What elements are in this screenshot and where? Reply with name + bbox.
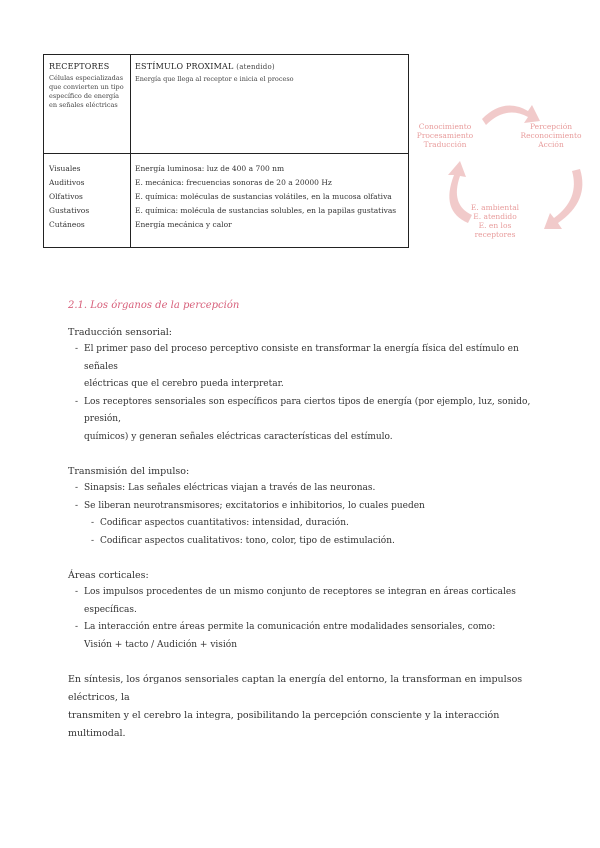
list-item-continuation: Visión + tacto / Audición + visión (84, 639, 238, 650)
table-column-divider (130, 55, 131, 247)
table-header-stimulus (135, 61, 405, 84)
list-item: - La interacción entre áreas permite la comunicación entre modalidades sensoriales, como: (75, 622, 496, 632)
summary-paragraph: En síntesis, los órganos sensoriales captan la energía del entorno, la transforman en impulsos eléctricos, la transmiten y el cerebro la integra, posibilitando la percepción consciente y la interacción multimodal. (68, 674, 523, 739)
table-row: Energía mecánica y calor (135, 220, 232, 229)
table-header-receptors (49, 61, 127, 110)
stimulus-list (135, 162, 407, 232)
cycle-label-bottom: E. ambiental E. atendido E. en los receptores (470, 203, 520, 239)
table-row: Visuales (49, 164, 81, 173)
arrow-right-icon (544, 169, 582, 229)
table-row: Energía luminosa: luz de 400 a 700 nm (135, 164, 285, 173)
sub-list-item: - Codificar aspectos cuantitativos: intensidad, duración. (91, 518, 349, 528)
table-row: Olfativos (49, 192, 83, 201)
cycle-label-right: Percepción Reconocimiento Acción (520, 122, 582, 149)
areas-heading: Áreas corticales: (68, 570, 149, 581)
list-item-continuation: químicos) y generan señales eléctricas características del estímulo. (84, 431, 393, 442)
table-row-divider (44, 153, 408, 154)
stimulus-heading-note: (atendido) (236, 63, 275, 71)
section-title: 2.1. Los órganos de la percepción (68, 300, 240, 311)
receptors-table (43, 54, 409, 248)
list-item-continuation: eléctricas que el cerebro pueda interpretar. (84, 379, 284, 389)
stimulus-description: Energía que llega al receptor e inicia el proceso (135, 75, 294, 83)
receptors-heading: RECEPTORES (49, 62, 110, 71)
table-row: E. química: molécula de sustancias solubles, en la papilas gustativas (135, 206, 397, 215)
list-item: - Los impulsos procedentes de un mismo conjunto de receptores se integran en áreas corticales específicas. (75, 587, 516, 615)
cycle-label-left: Conocimiento Procesamiento Traducción (416, 122, 474, 149)
table-row: Auditivos (49, 178, 85, 187)
sub-list-item: - Codificar aspectos cualitativos: tono, color, tipo de estimulación. (91, 535, 395, 546)
transmision-heading: Transmisión del impulso: (68, 466, 190, 477)
receptor-list (49, 162, 127, 232)
table-row: Gustativos (49, 206, 90, 215)
table-row: Cutáneos (49, 220, 85, 229)
receptors-description: Células especializadas que convierten un tipo específico de energía en señales eléctricas (49, 74, 124, 109)
list-item: - El primer paso del proceso perceptivo consiste en transformar la energía física del estímulo en señales (75, 344, 519, 372)
list-item: - Se liberan neurotransmisores; excitatorios e inhibitorios, lo cuales pueden (75, 500, 425, 511)
table-row: E. mecánica: frecuencias sonoras de 20 a 20000 Hz (135, 178, 332, 187)
traduccion-heading: Traducción sensorial: (68, 327, 172, 338)
stimulus-heading: ESTÍMULO PROXIMAL (135, 62, 234, 71)
list-item: - Sinapsis: Las señales eléctricas viajan a través de las neuronas. (75, 483, 376, 493)
section-body (68, 324, 548, 743)
table-row: E. química: moléculas de sustancias volátiles, en la mucosa olfativa (135, 192, 392, 201)
perception-cycle-diagram (412, 95, 600, 255)
list-item: - Los receptores sensoriales son específicos para ciertos tipos de energía (por ejemplo, luz, sonido, presión, (75, 396, 531, 424)
